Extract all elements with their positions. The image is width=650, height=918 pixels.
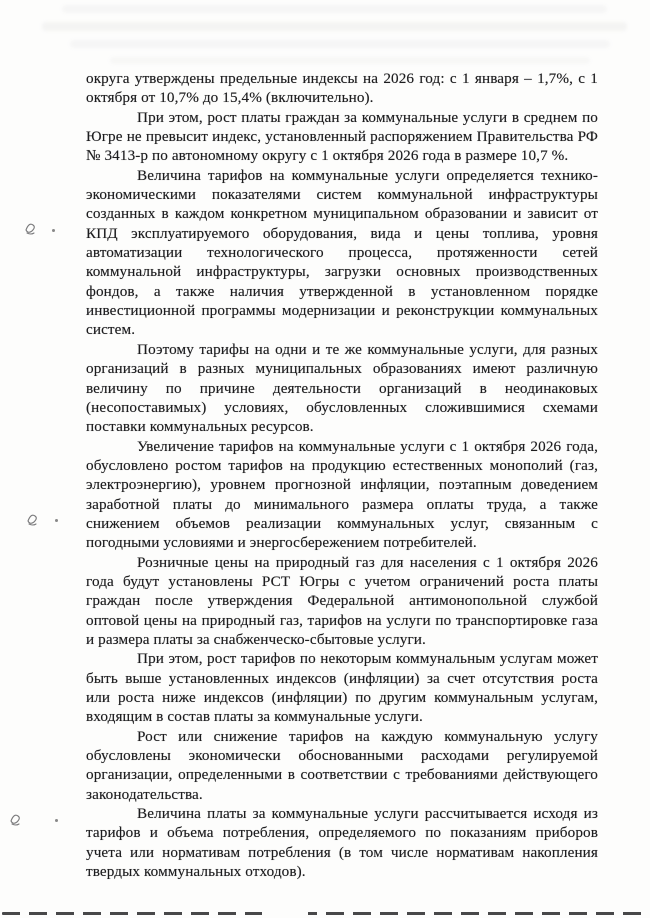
pencil-dot-icon (55, 819, 58, 822)
paragraph: Величина тарифов на коммунальные услуги определяется технико-экономическими показателями систем коммунальной инфраструктуры созданных в каждом конкретном муниципальном образовании и зависит от КПД эксплуатируемого оборудования, вида и цены топлива, уровня автоматизации технологического процесса, протяженности сетей коммунальной инфраструктуры, загрузки основных производственных фондов, а также наличия утвержденной в установленном порядке инвестиционной программы модернизации и реконструкции коммунальных систем. (86, 166, 598, 339)
paragraph: При этом, рост платы граждан за коммунальные услуги в среднем по Югре не превысит индекс, установленный распоряжением Правительства РФ № 3413-р по автономному округу с 1 октября 2026 года в размере 10,7 %. (86, 108, 598, 165)
pencil-mark-icon (25, 512, 43, 528)
paragraph: округа утверждены предельные индексы на 2026 год: с 1 января – 1,7%, с 1 октября от 10,7% до 15,4% (включительно). (86, 70, 598, 107)
bleed-through-smudge (110, 57, 590, 64)
bleed-through-smudge (70, 40, 610, 48)
paragraph: Рост или снижение тарифов на каждую коммунальную услугу обусловлены экономически обоснованными расходами регулируемой организации, определенными в соответствии с требованиями действующего законодательства. (86, 727, 598, 803)
paragraph: Поэтому тарифы на одни и те же коммунальные услуги, для разных организаций в разных муниципальных образованиях имеют различную величину по причине деятельности организаций в неодинаковых (несопоставимых) условиях, обусловленных сложившимися схемами поставки коммунальных ресурсов. (86, 340, 598, 436)
bleed-through-smudge (42, 22, 627, 31)
paragraph: Увеличение тарифов на коммунальные услуги с 1 октября 2026 года, обусловлено ростом тарифов на продукцию естественных монополий (газ, электроэнергию), уровнем прогнозной инфляции, поэтапным доведением заработной платы до минимального размера оплаты труда, а также снижением объемов реализации коммунальных услуг, связанным с погодными условиями и энергосбережением потребителей. (86, 437, 598, 552)
pencil-dot-icon (52, 229, 55, 232)
bleed-through-smudge (62, 5, 607, 13)
document-text (86, 69, 598, 881)
pencil-mark-icon (8, 812, 26, 828)
paragraph: Величина платы за коммунальные услуги рассчитывается исходя из тарифов и объема потребления, определяемого по показаниям приборов учета или нормативам потребления (в том числе нормативам накопления твердых коммунальных отходов). (86, 805, 598, 881)
scan-edge-artifact (2, 912, 648, 915)
paragraph: При этом, рост тарифов по некоторым коммунальным услугам может быть выше установленных индексов (инфляции) за счет отсутствия роста или роста ниже индексов (инфляции) по другим коммунальным услугам, входящим в состав платы за коммунальные услуги. (86, 650, 598, 726)
pencil-mark-icon (23, 221, 41, 237)
pencil-dot-icon (55, 519, 58, 522)
paragraph: Розничные цены на природный газ для населения с 1 октября 2026 года будут установлены РСТ Югры с учетом ограничений роста платы граждан после утверждения Федеральной антимонопольной службой оптовой цены на природный газ, тарифов на услуги по транспортировке газа и размера платы за снабженческо-сбытовые услуги. (86, 553, 598, 648)
